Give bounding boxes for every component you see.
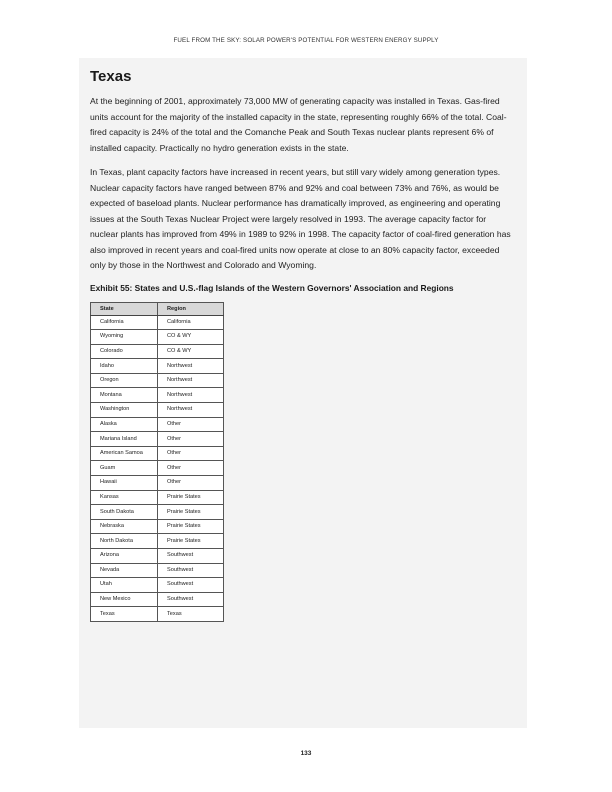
section-title: Texas [90,68,132,85]
region-cell: Prairie States [158,534,224,549]
table-row [91,607,224,622]
paragraph-1: At the beginning of 2001, approximately 73,000 MW of generating capacity was installed in Texas. Gas-fired units account for the majority of the installed capacity in the state, representing roughly 66% of the total. Coal-fired capacity is 24% of the total and the Comanche Peak and South Texas nuclear plants represent 6% of installed capacity. Practically no hydro generation exists in the state. [90,96,507,153]
state-cell: Arizona [91,549,158,564]
region-cell: Southwest [158,549,224,564]
region-cell: Texas [158,607,224,622]
table-row [91,315,224,330]
table-row [91,578,224,593]
state-cell: Mariana Island [91,432,158,447]
table-row [91,330,224,345]
state-cell: Texas [91,607,158,622]
region-cell: California [158,315,224,330]
region-cell: Other [158,476,224,491]
table-row [91,534,224,549]
column-header-region: Region [158,302,224,315]
state-cell: Hawaii [91,476,158,491]
table-row [91,461,224,476]
running-header: FUEL FROM THE SKY: SOLAR POWER'S POTENTIAL FOR WESTERN ENERGY SUPPLY [173,37,439,44]
table-row [91,373,224,388]
state-cell: Alaska [91,417,158,432]
paragraph-2: In Texas, plant capacity factors have increased in recent years, but still vary widely among generation types. Nuclear capacity factors have ranged between 87% and 92% and coal between 73% and 76%, as would be expected of baseload plants. Nuclear performance has dramatically improved, as engineering and operating issues at the South Texas Nuclear Project were largely resolved in 1993. The average capacity factor for nuclear plants has improved from 49% in 1989 to 92% in 1998. The capacity factor of coal-fired generation has also improved in recent years and coal-fired units now operate at close to an 80% capacity factor, exceeded only by those in the Northwest and Colorado and Wyoming. [90,167,511,270]
state-cell: Washington [91,403,158,418]
state-cell: California [91,315,158,330]
table-row [91,592,224,607]
region-cell: CO & WY [158,330,224,345]
regions-table [90,302,224,622]
state-cell: Nevada [91,563,158,578]
page-number: 133 [300,750,312,757]
state-cell: Oregon [91,373,158,388]
table-row [91,476,224,491]
table-row [91,344,224,359]
table-row [91,446,224,461]
table-header-row [91,302,224,315]
region-cell: Southwest [158,563,224,578]
table-row [91,359,224,374]
state-cell: Idaho [91,359,158,374]
region-cell: Other [158,417,224,432]
state-cell: New Mexico [91,592,158,607]
table-row [91,432,224,447]
region-cell: Northwest [158,359,224,374]
table-row [91,490,224,505]
regions-table-body [91,315,224,621]
region-cell: Southwest [158,592,224,607]
main-content [90,66,516,622]
table-row [91,519,224,534]
region-cell: Other [158,432,224,447]
state-cell: North Dakota [91,534,158,549]
state-cell: Colorado [91,344,158,359]
region-cell: Other [158,446,224,461]
region-cell: Southwest [158,578,224,593]
region-cell: Northwest [158,373,224,388]
state-cell: Guam [91,461,158,476]
table-row [91,417,224,432]
state-cell: Utah [91,578,158,593]
state-cell: Wyoming [91,330,158,345]
table-row [91,403,224,418]
state-cell: American Samoa [91,446,158,461]
table-row [91,549,224,564]
region-cell: Prairie States [158,490,224,505]
table-row [91,388,224,403]
region-cell: CO & WY [158,344,224,359]
exhibit-title: Exhibit 55: States and U.S.-flag Islands of the Western Governors' Association and Regions [90,282,454,293]
region-cell: Prairie States [158,505,224,520]
state-cell: Nebraska [91,519,158,534]
state-cell: South Dakota [91,505,158,520]
column-header-state: State [91,302,158,315]
region-cell: Northwest [158,403,224,418]
table-row [91,563,224,578]
table-row [91,505,224,520]
region-cell: Northwest [158,388,224,403]
state-cell: Montana [91,388,158,403]
region-cell: Other [158,461,224,476]
region-cell: Prairie States [158,519,224,534]
state-cell: Kansas [91,490,158,505]
